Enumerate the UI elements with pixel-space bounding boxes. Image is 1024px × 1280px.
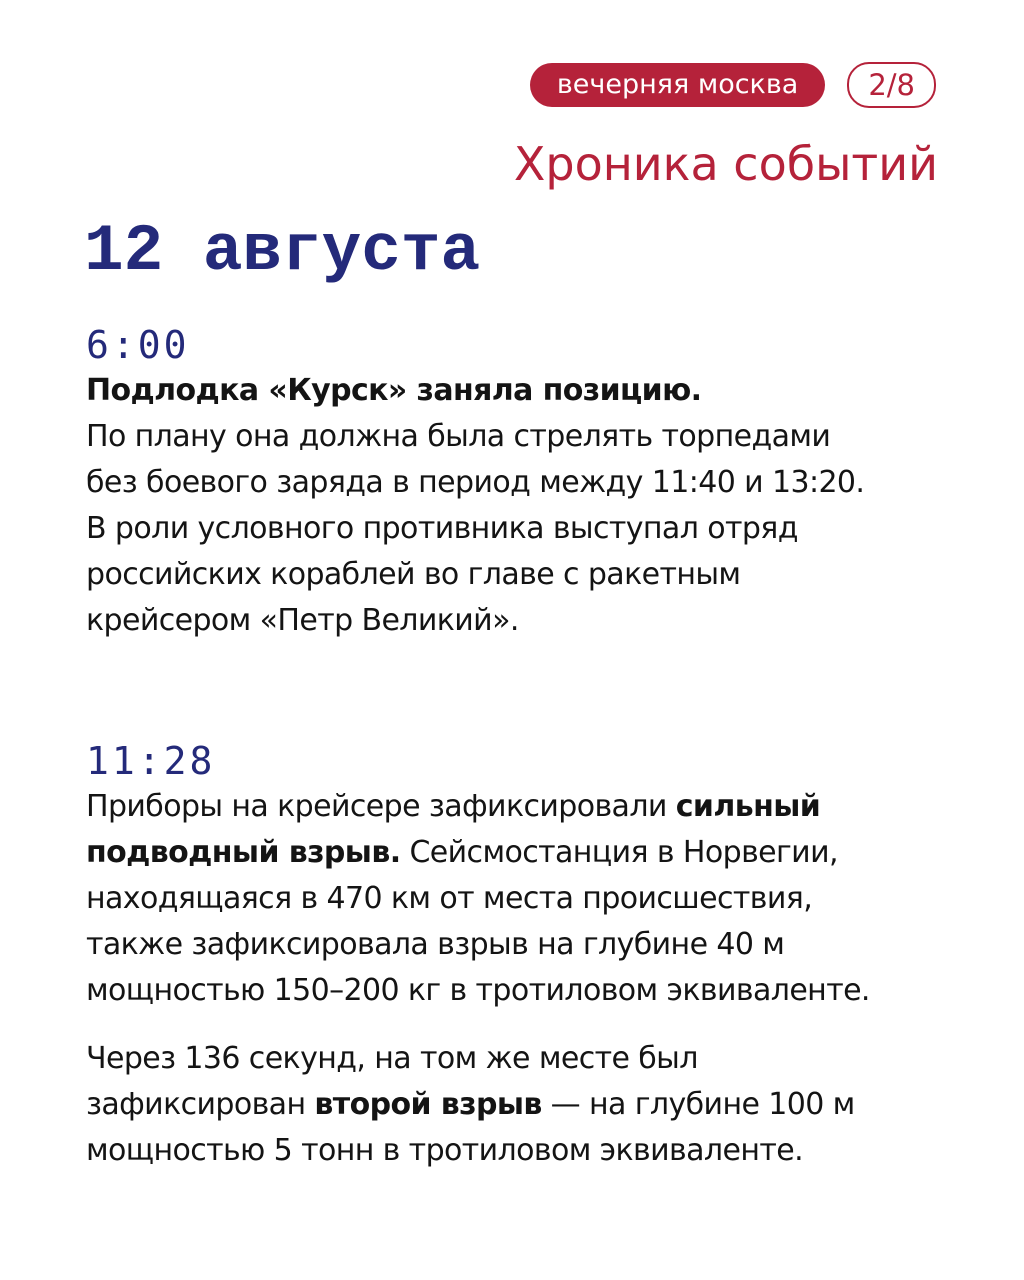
entry-line: также зафиксировала взрыв на глубине 40 м [86,927,785,962]
paragraph-gap [86,1014,966,1036]
entry-text: Приборы на крейсере зафиксировали [86,789,676,824]
entry-line: Через 136 секунд, на том же месте был [86,1041,698,1076]
entry-text: Сейсмостанция в Норвегии, [400,835,838,870]
entry-line: мощностью 150–200 кг в тротиловом эквиваленте. [86,973,870,1008]
section-title: Хроника событий [513,137,938,191]
entry-emphasis: подводный взрыв. [86,835,401,870]
timeline-entry [86,322,966,644]
entry-headline: Подлодка «Курск» заняла позицию. [86,373,702,408]
entry-time: 11:28 [86,739,216,783]
brand-badge: вечерняя москва [530,63,825,107]
entry-emphasis: второй взрыв [314,1087,542,1122]
entry-emphasis: сильный [675,789,821,824]
entry-text: зафиксирован [86,1087,315,1122]
entry-line: В роли условного противника выступал отряд [86,511,798,546]
timeline-entry [86,738,966,1174]
entry-line: мощностью 5 тонн в тротиловом эквиваленте. [86,1133,804,1168]
entry-line: крейсером «Петр Великий». [86,603,519,638]
date-heading: 12 августа [84,214,481,289]
entry-line [86,1082,966,1128]
entry-text: — на глубине 100 м [541,1087,855,1122]
entry-line [86,784,966,830]
entry-time: 6:00 [86,323,190,367]
entry-line [86,830,966,876]
entry-line: По плану она должна была стрелять торпедами [86,419,831,454]
header [530,62,936,108]
entry-line [86,368,966,414]
page-counter: 2/8 [847,62,936,108]
entry-line: российских кораблей во главе с ракетным [86,557,741,592]
entry-line: без боевого заряда в период между 11:40 и 13:20. [86,465,865,500]
entry-line: находящаяся в 470 км от места происшествия, [86,881,813,916]
